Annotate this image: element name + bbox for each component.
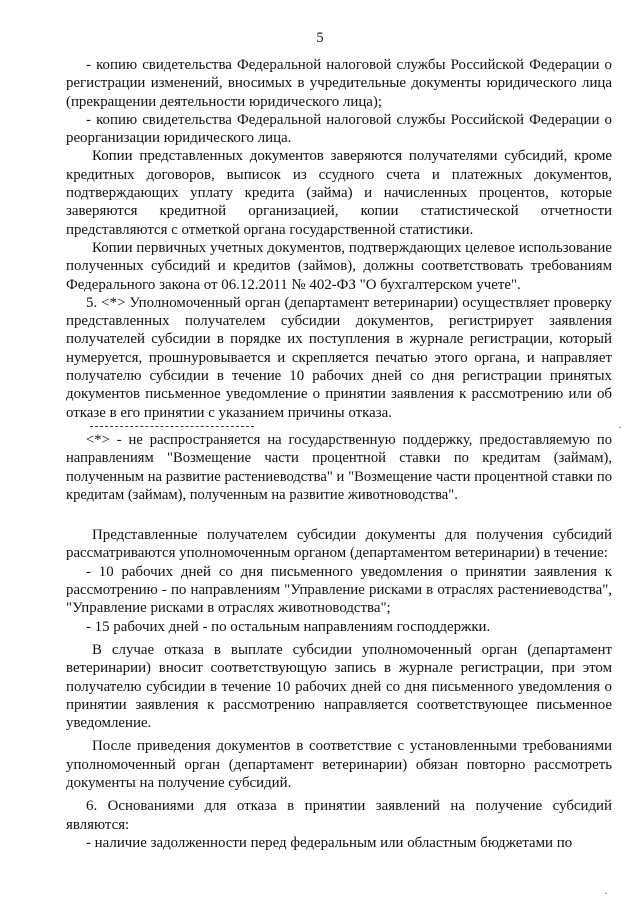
page-number: 5 (316, 30, 324, 46)
list-item-debt: - наличие задолженности перед федеральным или областным бюджетами по (86, 834, 573, 851)
paragraph-re-review: После приведения документов в соответствие с установленными требованиями уполномоченный орган (департамент ветеринарии) обязан повторно рассмотреть документы на получение субсидий. (66, 738, 612, 791)
footnote-separator (90, 426, 254, 427)
paragraph-document-certification: Копии представленных документов заверяются получателями субсидий, кроме кредитных договоров, выписок из ссудного счета и платежных документов, подтверждающих уплату кредита (займа) и начисленных процентов, которые заверяются кредитной организацией, копии статистической отчетности представляются с отметкой органа государственной статистики. (66, 148, 612, 238)
footnote: <*> - не распространяется на государственную поддержку, предоставляемую по направлениям "Возмещение части процентной ставки по кредитам (займам), полученным на развитие растениеводства" и "Возмещение части процентной ставки по кредитам (займам), полученным на развитие животноводства". (66, 431, 612, 503)
paragraph-refusal: В случае отказа в выплате субсидии уполномоченный орган (департамент ветеринарии) вносит соответствующую запись в журнале регистрации, при этом получателю субсидии в течение 10 рабочих дней со дня письменного уведомления о принятии заявления к рассмотрению направляется соответствующее письменное уведомление. (66, 641, 612, 732)
list-item-10-days: - 10 рабочих дней со дня письменного уведомления о принятии заявления к рассмотрению - по направлениям "Управление рисками в отраслях растениеводства", "Управление рисками в отраслях животноводства"; (66, 563, 612, 617)
paragraph-tax-certificate-changes: - копию свидетельства Федеральной налоговой службы Российской Федерации о регистрации изменений, вносимых в учредительные документы юридического лица (прекращении деятельности юридического лица); (66, 57, 612, 110)
scan-speck: · (604, 886, 608, 900)
paragraph-section-5: 5. <*> Уполномоченный орган (департамент ветеринарии) осуществляет проверку представленных получателем субсидии документов, регистрирует заявления получателей субсидии в порядке их поступления в журнале регистрации, который нумеруется, прошнуровывается и скрепляется печатью этого органа, и направляет получателю субсидии в течение 10 рабочих дней со дня регистрации принятых документов письменное уведомление о принятии заявления к рассмотрению или об отказе в его принятии с указанием причины отказа. (66, 294, 612, 421)
paragraph-primary-documents: Копии первичных учетных документов, подтверждающих целевое использование полученных субсидий и кредитов (займов), должны соответствовать требованиям Федерального закона от 06.12.2011 № 402-ФЗ "О бухгалтерском учете". (66, 239, 612, 293)
scan-speck: · (618, 420, 622, 434)
paragraph-tax-certificate-reorganization: - копию свидетельства Федеральной налоговой службы Российской Федерации о реорганизации юридического лица. (66, 111, 612, 147)
paragraph-review-period: Представленные получателем субсидии документы для получения субсидий рассматриваются уполномоченным органом (департаментом ветеринарии) в течение: (66, 527, 612, 562)
list-item-15-days: - 15 рабочих дней - по остальным направлениям господдержки. (86, 618, 491, 635)
document-body (66, 56, 612, 852)
paragraph-section-6: 6. Основаниями для отказа в принятии заявлений на получение субсидий являются: (66, 798, 612, 833)
